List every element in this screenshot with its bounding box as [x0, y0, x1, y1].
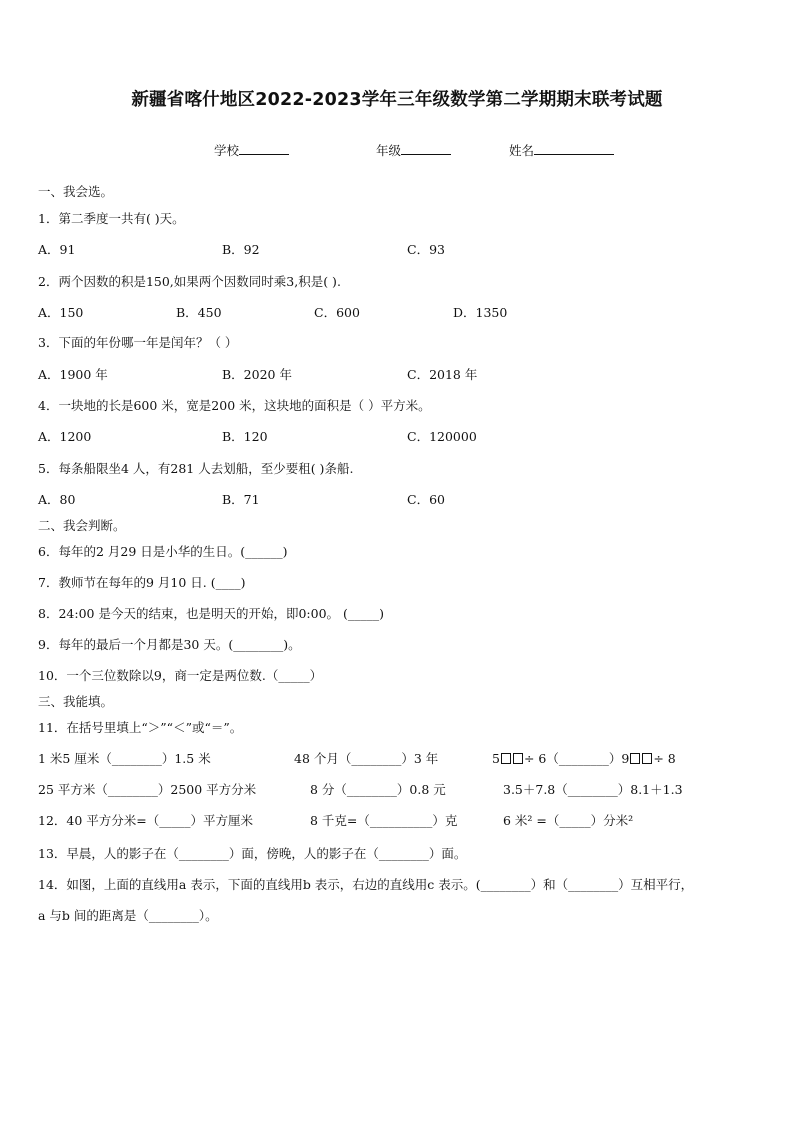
question-14-line-1: 14．如图，上面的直线用a 表示，下面的直线用b 表示，右边的直线用c 表示。(________）和（________）互相平行， — [38, 877, 694, 892]
q4-option-c[interactable]: C．120000 — [407, 429, 477, 444]
name-label: 姓名 — [509, 143, 535, 158]
q3-option-c[interactable]: C．2018 年 — [407, 367, 478, 382]
school-blank[interactable] — [239, 142, 289, 155]
q4-option-b[interactable]: B．120 — [222, 429, 268, 444]
section-heading-fill: 三、我能填。 — [38, 694, 114, 709]
q11-compare-3 — [492, 749, 676, 767]
school-field — [214, 141, 289, 159]
question-12-part-3: 6 米² =（_____）分米² — [503, 813, 634, 828]
q4-option-a[interactable]: A．1200 — [38, 429, 92, 444]
section-heading-choose: 一、我会选。 — [38, 184, 114, 199]
q2-option-a[interactable]: A．150 — [38, 305, 84, 320]
school-label: 学校 — [214, 143, 240, 158]
q5-option-b[interactable]: B．71 — [222, 492, 260, 507]
question-12-part-1: 12．40 平方分米=（_____）平方厘米 — [38, 813, 254, 828]
q1-option-a[interactable]: A．91 — [38, 242, 76, 257]
q11-compare-5: 8 分（________）0.8 元 — [310, 782, 446, 797]
q11-compare-2: 48 个月（________）3 年 — [294, 751, 439, 766]
name-field — [509, 141, 614, 159]
q5-option-a[interactable]: A．80 — [38, 492, 76, 507]
grade-blank[interactable] — [401, 142, 451, 155]
q11-compare-3-part-a: 5 — [492, 751, 500, 766]
question-10: 10．一个三位数除以9，商一定是两位数.（_____） — [38, 668, 323, 683]
question-2: 2．两个因数的积是150,如果两个因数同时乘3,积是( ). — [38, 274, 341, 289]
q11-compare-3-part-b: ÷ 6（________）9 — [523, 751, 630, 766]
question-7: 7．教师节在每年的9 月10 日. (____) — [38, 575, 246, 590]
q5-option-c[interactable]: C．60 — [407, 492, 445, 507]
grade-label: 年级 — [376, 143, 402, 158]
q11-compare-4: 25 平方米（________）2500 平方分米 — [38, 782, 257, 797]
q3-option-b[interactable]: B．2020 年 — [222, 367, 292, 382]
name-blank[interactable] — [534, 142, 614, 155]
question-11: 11．在括号里填上“＞”“＜”或“＝”。 — [38, 720, 243, 735]
q2-option-d[interactable]: D．1350 — [453, 305, 508, 320]
q1-option-b[interactable]: B．92 — [222, 242, 260, 257]
page-title: 新疆省喀什地区2022-2023学年三年级数学第二学期期末联考试题 — [131, 90, 663, 110]
grade-field — [376, 141, 451, 159]
question-9: 9．每年的最后一个月都是30 天。(________)。 — [38, 637, 301, 652]
question-4: 4．一块地的长是600 米，宽是200 米，这块地的面积是（ ）平方米。 — [38, 398, 431, 413]
question-5: 5．每条船限坐4 人，有281 人去划船，至少要租( )条船. — [38, 461, 354, 476]
q11-compare-1: 1 米5 厘米（________）1.5 米 — [38, 751, 211, 766]
question-13: 13．早晨，人的影子在（________）面，傍晚，人的影子在（________）面。 — [38, 846, 467, 861]
digit-box[interactable] — [501, 753, 511, 764]
q11-compare-3-part-c: ÷ 8 — [653, 751, 676, 766]
q11-compare-6: 3.5＋7.8（________）8.1＋1.3 — [503, 782, 683, 797]
question-6: 6．每年的2 月29 日是小华的生日。(______) — [38, 544, 288, 559]
digit-box[interactable] — [630, 753, 640, 764]
question-3: 3．下面的年份哪一年是闰年？（ ） — [38, 335, 238, 350]
digit-box[interactable] — [513, 753, 523, 764]
question-8: 8．24:00 是今天的结束，也是明天的开始，即0:00。 (_____) — [38, 606, 384, 621]
q2-option-b[interactable]: B．450 — [176, 305, 222, 320]
q3-option-a[interactable]: A．1900 年 — [38, 367, 108, 382]
question-12-part-2: 8 千克=（__________）克 — [310, 813, 458, 828]
digit-box[interactable] — [642, 753, 652, 764]
question-1: 1．第二季度一共有( )天。 — [38, 211, 185, 226]
q2-option-c[interactable]: C．600 — [314, 305, 360, 320]
section-heading-judge: 二、我会判断。 — [38, 518, 126, 533]
question-14-line-2: a 与b 间的距离是（________）。 — [38, 908, 218, 923]
q1-option-c[interactable]: C．93 — [407, 242, 445, 257]
